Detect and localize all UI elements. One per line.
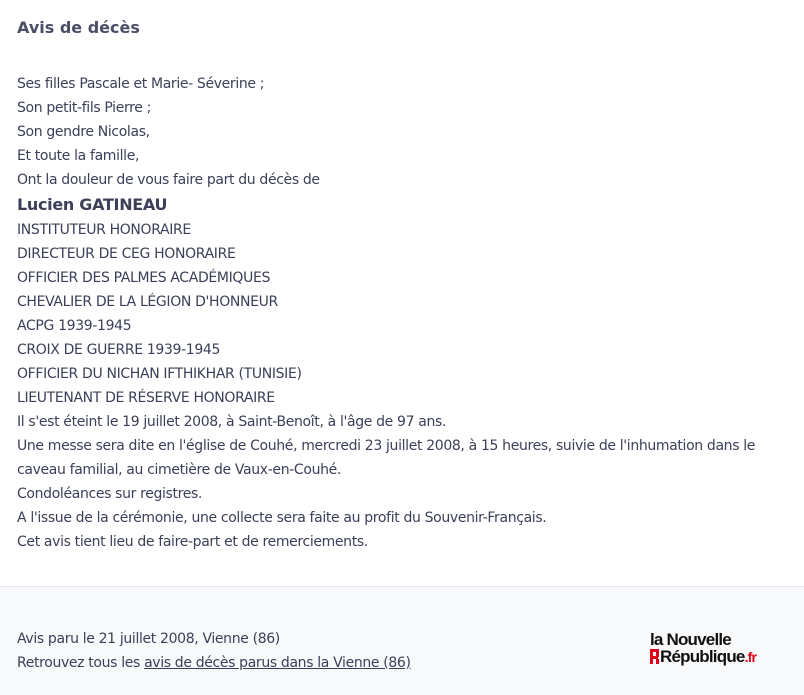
title-line: INSTITUTEUR HONORAIRE <box>17 222 191 238</box>
notice-body <box>17 72 787 554</box>
family-line: Son petit-fils Pierre ; <box>17 100 151 116</box>
logo-line-1: la Nouvelle <box>650 630 731 649</box>
logo-mark-icon <box>650 649 659 664</box>
notice-footer <box>0 586 804 695</box>
deceased-name: Lucien GATINEAU <box>17 195 168 214</box>
family-line: Et toute la famille, <box>17 148 140 164</box>
death-info: Il s'est éteint le 19 juillet 2008, à Saint-Benoît, à l'âge de 97 ans. <box>17 414 447 430</box>
title-line: OFFICIER DES PALMES ACADÉMIQUES <box>17 270 270 286</box>
find-more-line <box>17 651 411 675</box>
logo-line-2 <box>650 648 756 666</box>
title-line: DIRECTEUR DE CEG HONORAIRE <box>17 246 236 262</box>
title-line: LIEUTENANT DE RÉSERVE HONORAIRE <box>17 390 275 406</box>
closing-line: Cet avis tient lieu de faire-part et de remerciements. <box>17 534 368 550</box>
mass-info: Une messe sera dite en l'église de Couhé, mercredi 23 juillet 2008, à 15 heures, suivie de l'inhumation dans le caveau familial, au cimetière de Vaux-en-Couhé. <box>17 438 756 478</box>
notice-heading: Avis de décès <box>17 18 140 37</box>
condolences-info: Condoléances sur registres. <box>17 486 203 502</box>
logo-line-2-text: République <box>660 647 745 666</box>
title-line: ACPG 1939-1945 <box>17 318 132 334</box>
vienne-obituaries-link[interactable]: avis de décès parus dans la Vienne (86) <box>144 655 411 671</box>
publication-info: Avis paru le 21 juillet 2008, Vienne (86) <box>17 631 280 647</box>
title-line: OFFICIER DU NICHAN IFTHIKHAR (TUNISIE) <box>17 366 302 382</box>
find-more-prefix: Retrouvez tous les <box>17 655 145 671</box>
family-line: Ses filles Pascale et Marie- Séverine ; <box>17 76 265 92</box>
logo-tld: .fr <box>744 649 757 665</box>
announcement-line: Ont la douleur de vous faire part du décès de <box>17 172 320 188</box>
la-nouvelle-republique-logo[interactable] <box>650 631 785 667</box>
footer-text <box>17 627 411 675</box>
family-line: Son gendre Nicolas, <box>17 124 150 140</box>
title-line: CROIX DE GUERRE 1939-1945 <box>17 342 221 358</box>
collection-info: A l'issue de la cérémonie, une collecte sera faite au profit du Souvenir-Français. <box>17 510 547 526</box>
title-line: CHEVALIER DE LA LÉGION D'HONNEUR <box>17 294 278 310</box>
